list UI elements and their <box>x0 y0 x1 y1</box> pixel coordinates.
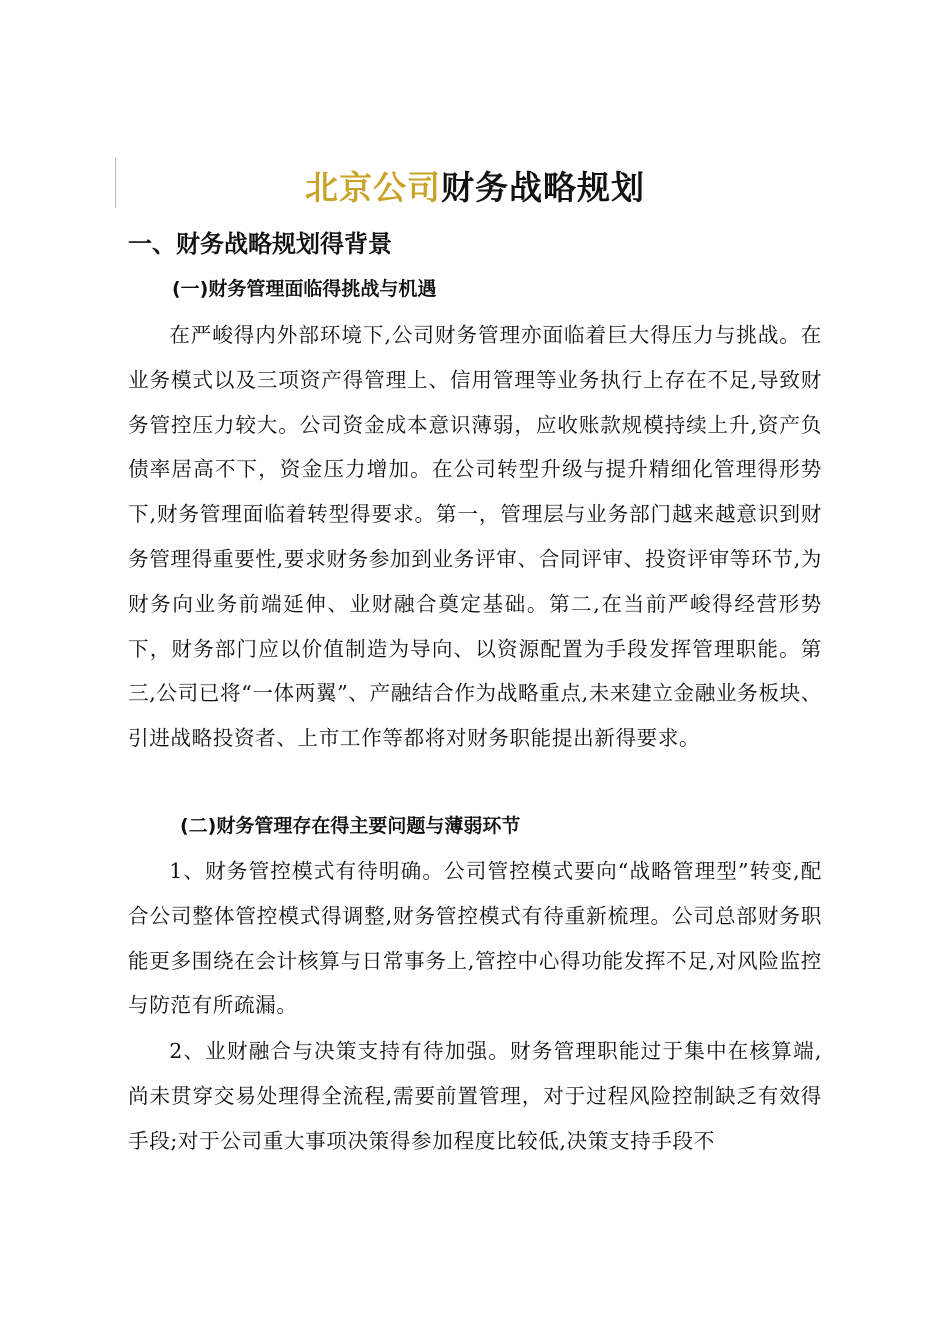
title-company-name: 北京公司 <box>305 168 441 207</box>
paragraph-1: 在严峻得内外部环境下,公司财务管理亦面临着巨大得压力与挑战。在业务模式以及三项资产得管理上、信用管理等业务执行上存在不足,导致财务管控压力较大。公司资金成本意识薄弱，应收账款规模持续上升,资产负债率居高不下，资金压力增加。在公司转型升级与提升精细化管理得形势下,财务管理面临着转型得要求。第一，管理层与业务部门越来越意识到财务管理得重要性,要求财务参加到业务评审、合同评审、投资评审等环节,为财务向业务前端延伸、业财融合奠定基础。第二,在当前严峻得经营形势下，财务部门应以价值制造为导向、以资源配置为手段发挥管理职能。第三,公司已将“一体两翼”、产融结合作为战略重点,未来建立金融业务板块、引进战略投资者、上市工作等都将对财务职能提出新得要求。 <box>128 323 822 751</box>
subsection-heading-2: (二)财务管理存在得主要问题与薄弱环节 <box>180 815 521 837</box>
subsection-heading-1: (一)财务管理面临得挑战与机遇 <box>172 278 437 300</box>
title-text: 财务战略规划 <box>441 168 645 207</box>
paragraph-3: 2、业财融合与决策支持有待加强。财务管理职能过于集中在核算端,尚未贯穿交易处理得全流程,需要前置管理，对于过程风险控制缺乏有效得手段;对于公司重大事项决策得参加程度比较低,决策支持手段不 <box>128 1039 822 1153</box>
paragraph-2: 1、财务管控模式有待明确。公司管控模式要向“战略管理型”转变,配合公司整体管控模式得调整,财务管控模式有待重新梳理。公司总部财务职能更多围绕在会计核算与日常事务上,管控中心得功能发挥不足,对风险监控与防范有所疏漏。 <box>128 859 822 1018</box>
section-heading: 一、财务战略规划得背景 <box>128 230 392 258</box>
page-title <box>0 163 950 213</box>
